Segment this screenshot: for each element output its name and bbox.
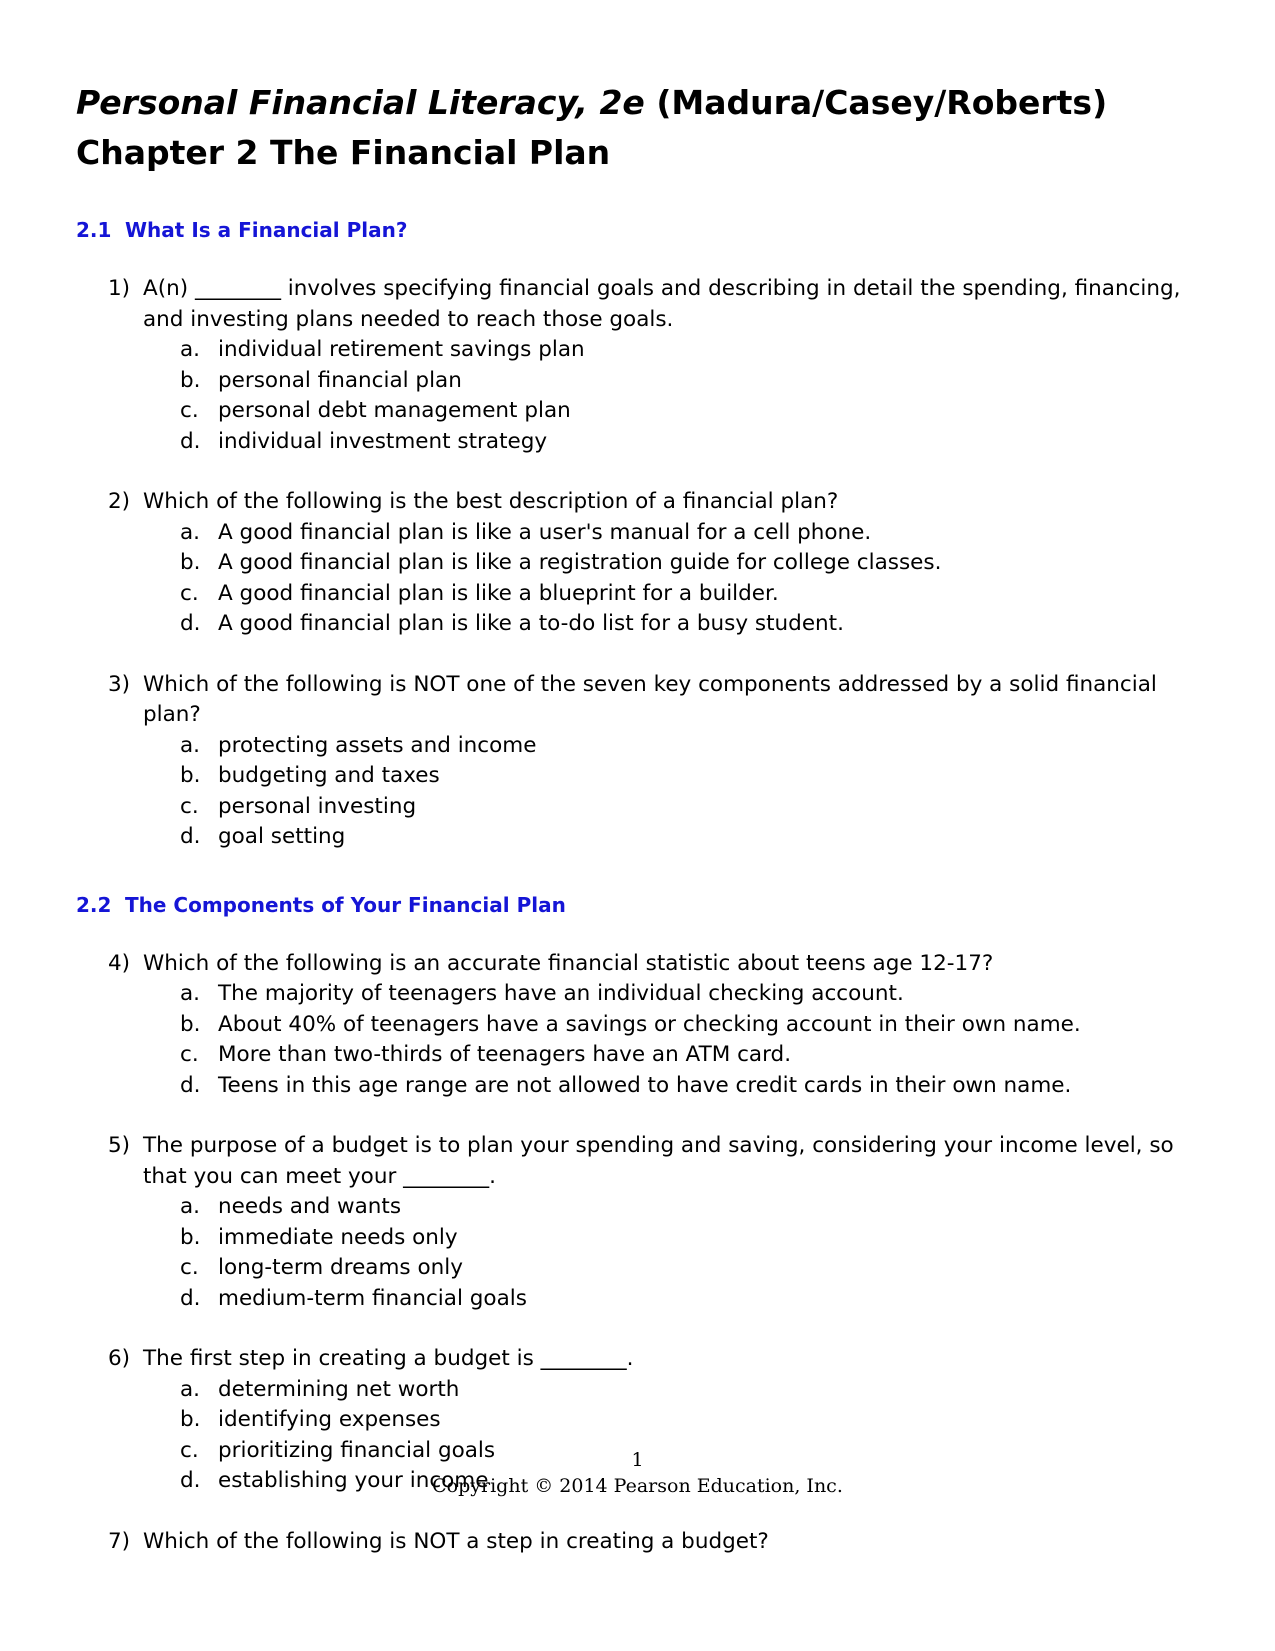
book-authors: (Madura/Casey/Roberts) [656,83,1108,122]
answer-option [143,1192,1206,1223]
answer-option [143,1010,1206,1041]
book-title: Personal Financial Literacy, 2e [76,83,645,122]
question-item [76,949,1206,1102]
question-text: The purpose of a budget is to plan your spending and saving, considering your income level, so that you can meet your ________. [143,1133,1174,1189]
answer-options [143,731,1206,853]
answer-options [143,1192,1206,1314]
option-text: determining net worth [218,1376,460,1402]
option-letter: b. [180,1407,201,1432]
option-letter: c. [180,1255,199,1280]
option-letter: a. [180,981,201,1006]
section-number: 2.1 [76,218,112,242]
answer-option [143,1040,1206,1071]
section-title: The Components of Your Financial Plan [125,892,566,917]
question-text: Which of the following is NOT a step in creating a budget? [143,1528,769,1554]
option-letter: c. [180,793,199,819]
option-letter: b. [180,1011,201,1037]
answer-option [143,1223,1206,1254]
answer-option [143,518,1206,549]
answer-option [143,579,1206,610]
option-text: A good financial plan is like a to-do list for a busy student. [218,611,844,636]
option-letter: d. [180,1072,201,1098]
option-letter: d. [180,611,201,636]
question-item [76,670,1206,853]
answer-options [143,518,1206,640]
option-text: Teens in this age range are not allowed to have credit cards in their own name. [218,1072,1072,1098]
option-text: protecting assets and income [218,732,537,758]
answer-options [143,979,1206,1101]
option-text: A good financial plan is like a registration guide for college classes. [218,550,942,575]
answer-option [143,792,1206,823]
option-letter: c. [180,1437,199,1463]
chapter-title: Chapter 2 The Financial Plan [76,133,611,172]
question-number: 5) [108,1133,131,1158]
option-text: individual retirement savings plan [218,337,585,362]
answer-option [143,1375,1206,1406]
option-letter: b. [180,550,201,575]
option-text: goal setting [218,824,346,849]
question-number: 4) [108,950,131,976]
answer-option [143,1284,1206,1315]
option-letter: c. [180,398,199,423]
option-text: long-term dreams only [218,1255,463,1280]
question-number: 2) [108,489,131,514]
answer-option [143,427,1206,458]
answer-option [143,979,1206,1010]
option-text: A good financial plan is like a blueprint for a builder. [218,580,779,606]
question-item [76,1131,1206,1314]
question-text: Which of the following is the best description of a financial plan? [143,489,839,514]
option-text: personal debt management plan [218,398,571,423]
answer-option [143,609,1206,640]
document-title [76,78,1206,128]
option-text: identifying expenses [218,1407,441,1432]
option-letter: a. [180,1194,201,1219]
section-heading [76,891,1206,919]
question-number: 3) [108,671,131,697]
answer-option [143,822,1206,853]
question-text: Which of the following is an accurate financial statistic about teens age 12-17? [143,950,994,976]
question-item [76,274,1206,457]
option-letter: a. [180,337,201,362]
question-item [76,487,1206,640]
option-letter: a. [180,1376,201,1402]
question-number: 1) [108,276,131,301]
option-text: establishing your income [218,1468,489,1493]
question-text: The first step in creating a budget is ________. [143,1346,634,1371]
question-text: A(n) ________ involves specifying financial goals and describing in detail the spending, financing, and investing plans needed to reach those goals. [143,276,1181,332]
copyright-notice: Copyright © 2014 Pearson Education, Inc. [432,1475,843,1497]
sections-container [76,216,1206,1557]
answer-option [143,731,1206,762]
answer-option [143,335,1206,366]
answer-options [143,335,1206,457]
answer-option [143,1253,1206,1284]
section-number: 2.2 [76,892,112,917]
option-text: personal investing [218,793,417,819]
question-item [76,1527,1206,1558]
question-text: Which of the following is NOT one of the seven key components addressed by a solid financial plan? [143,671,1157,727]
option-text: personal financial plan [218,367,462,393]
option-letter: d. [180,1468,201,1493]
option-letter: d. [180,1285,201,1311]
document-page [76,78,1206,1587]
answer-option [143,548,1206,579]
section-heading [76,216,1206,244]
answer-option [143,366,1206,397]
option-text: immediate needs only [218,1224,458,1250]
option-letter: c. [180,580,199,606]
option-text: prioritizing financial goals [218,1437,496,1463]
option-text: budgeting and taxes [218,763,440,788]
option-letter: c. [180,1042,199,1067]
question-number: 7) [108,1528,131,1554]
option-letter: d. [180,428,201,454]
answer-option [143,761,1206,792]
section-title: What Is a Financial Plan? [125,218,408,242]
option-text: About 40% of teenagers have a savings or checking account in their own name. [218,1011,1081,1037]
option-text: medium-term financial goals [218,1285,527,1311]
option-letter: b. [180,763,201,788]
option-letter: a. [180,732,201,758]
option-letter: a. [180,519,201,545]
option-letter: d. [180,824,201,849]
answer-option [143,1405,1206,1436]
option-text: The majority of teenagers have an individual checking account. [218,981,904,1006]
option-text: More than two-thirds of teenagers have an ATM card. [218,1042,792,1067]
question-number: 6) [108,1346,131,1371]
option-text: needs and wants [218,1194,402,1219]
option-letter: b. [180,367,201,393]
option-text: individual investment strategy [218,428,548,454]
option-text: A good financial plan is like a user's manual for a cell phone. [218,519,872,545]
page-number: 1 [631,1449,644,1471]
option-letter: b. [180,1224,201,1250]
answer-option [143,396,1206,427]
answer-option [143,1071,1206,1102]
